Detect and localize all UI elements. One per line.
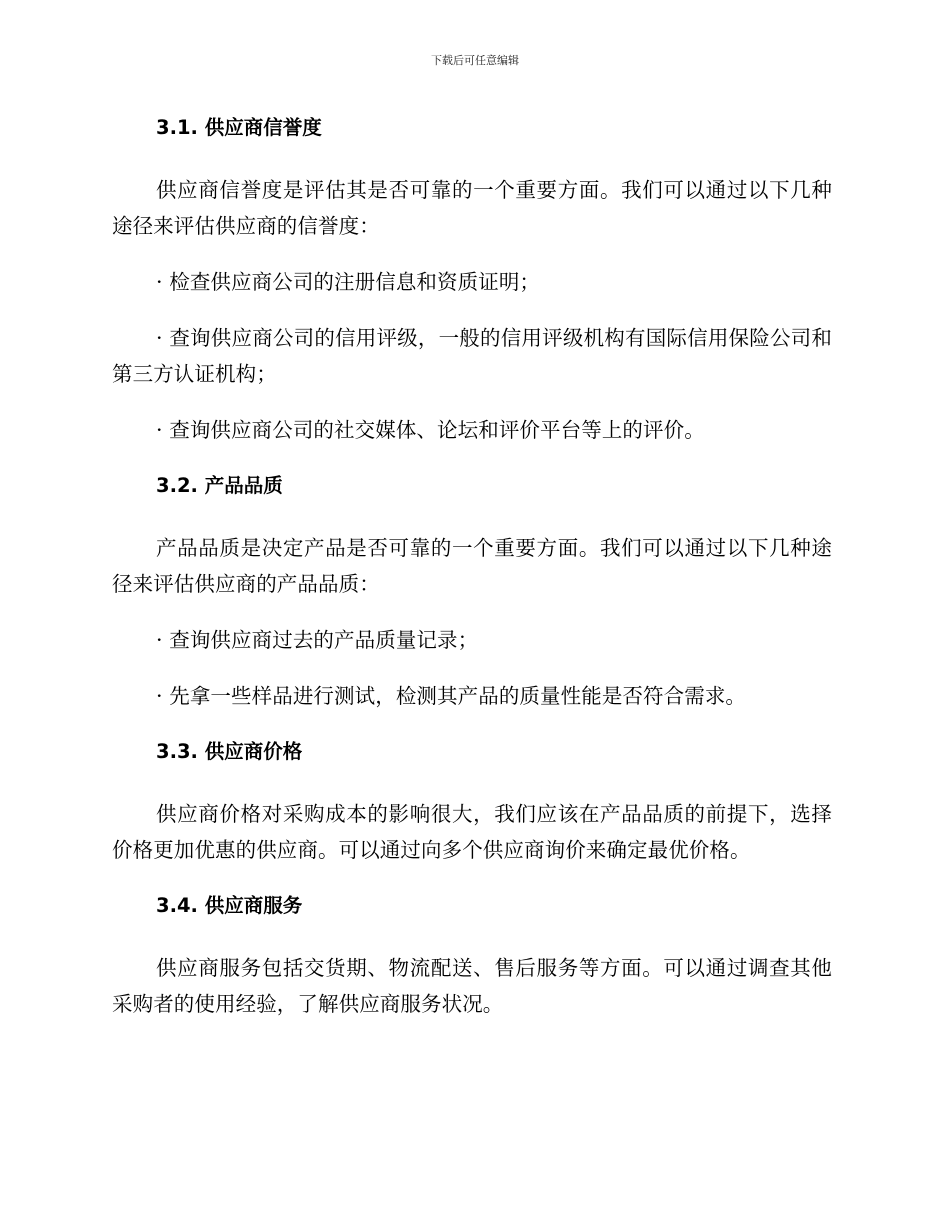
bullet-item: · 查询供应商过去的产品质量记录； [156, 628, 479, 652]
section-heading: 3.1. 供应商信誉度 [156, 116, 322, 139]
bullet-item: · 先拿一些样品进行测试，检测其产品的质量性能是否符合需求。 [156, 684, 747, 708]
bullet-item: · 检查供应商公司的注册信息和资质证明； [156, 270, 541, 294]
paragraph: 供应商服务包括交货期、物流配送、售后服务等方面。可以通过调查其他采购者的使用经验，了解供应商服务状况。 [112, 956, 832, 1016]
paragraph: 产品品质是决定产品是否可靠的一个重要方面。我们可以通过以下几种途径来评估供应商的产品品质： [112, 536, 832, 596]
page-header-note: 下载后可任意编辑 [431, 54, 519, 67]
bullet-item: · 查询供应商公司的社交媒体、论坛和评价平台等上的评价。 [156, 418, 705, 442]
section-supplier-service [112, 888, 832, 1022]
document-body [112, 110, 832, 1042]
paragraph: 供应商信誉度是评估其是否可靠的一个重要方面。我们可以通过以下几种途径来评估供应商的信誉度： [112, 178, 832, 238]
section-heading: 3.3. 供应商价格 [156, 740, 303, 763]
paragraph: 供应商价格对采购成本的影响很大，我们应该在产品品质的前提下，选择价格更加优惠的供应商。可以通过向多个供应商询价来确定最优价格。 [112, 802, 832, 862]
section-supplier-reputation [112, 110, 832, 448]
section-heading: 3.2. 产品品质 [156, 474, 283, 497]
section-product-quality [112, 468, 832, 714]
section-supplier-price [112, 734, 832, 868]
section-heading: 3.4. 供应商服务 [156, 894, 303, 917]
bullet-item: · 查询供应商公司的信用评级，一般的信用评级机构有国际信用保险公司和第三方认证机构； [112, 326, 832, 386]
